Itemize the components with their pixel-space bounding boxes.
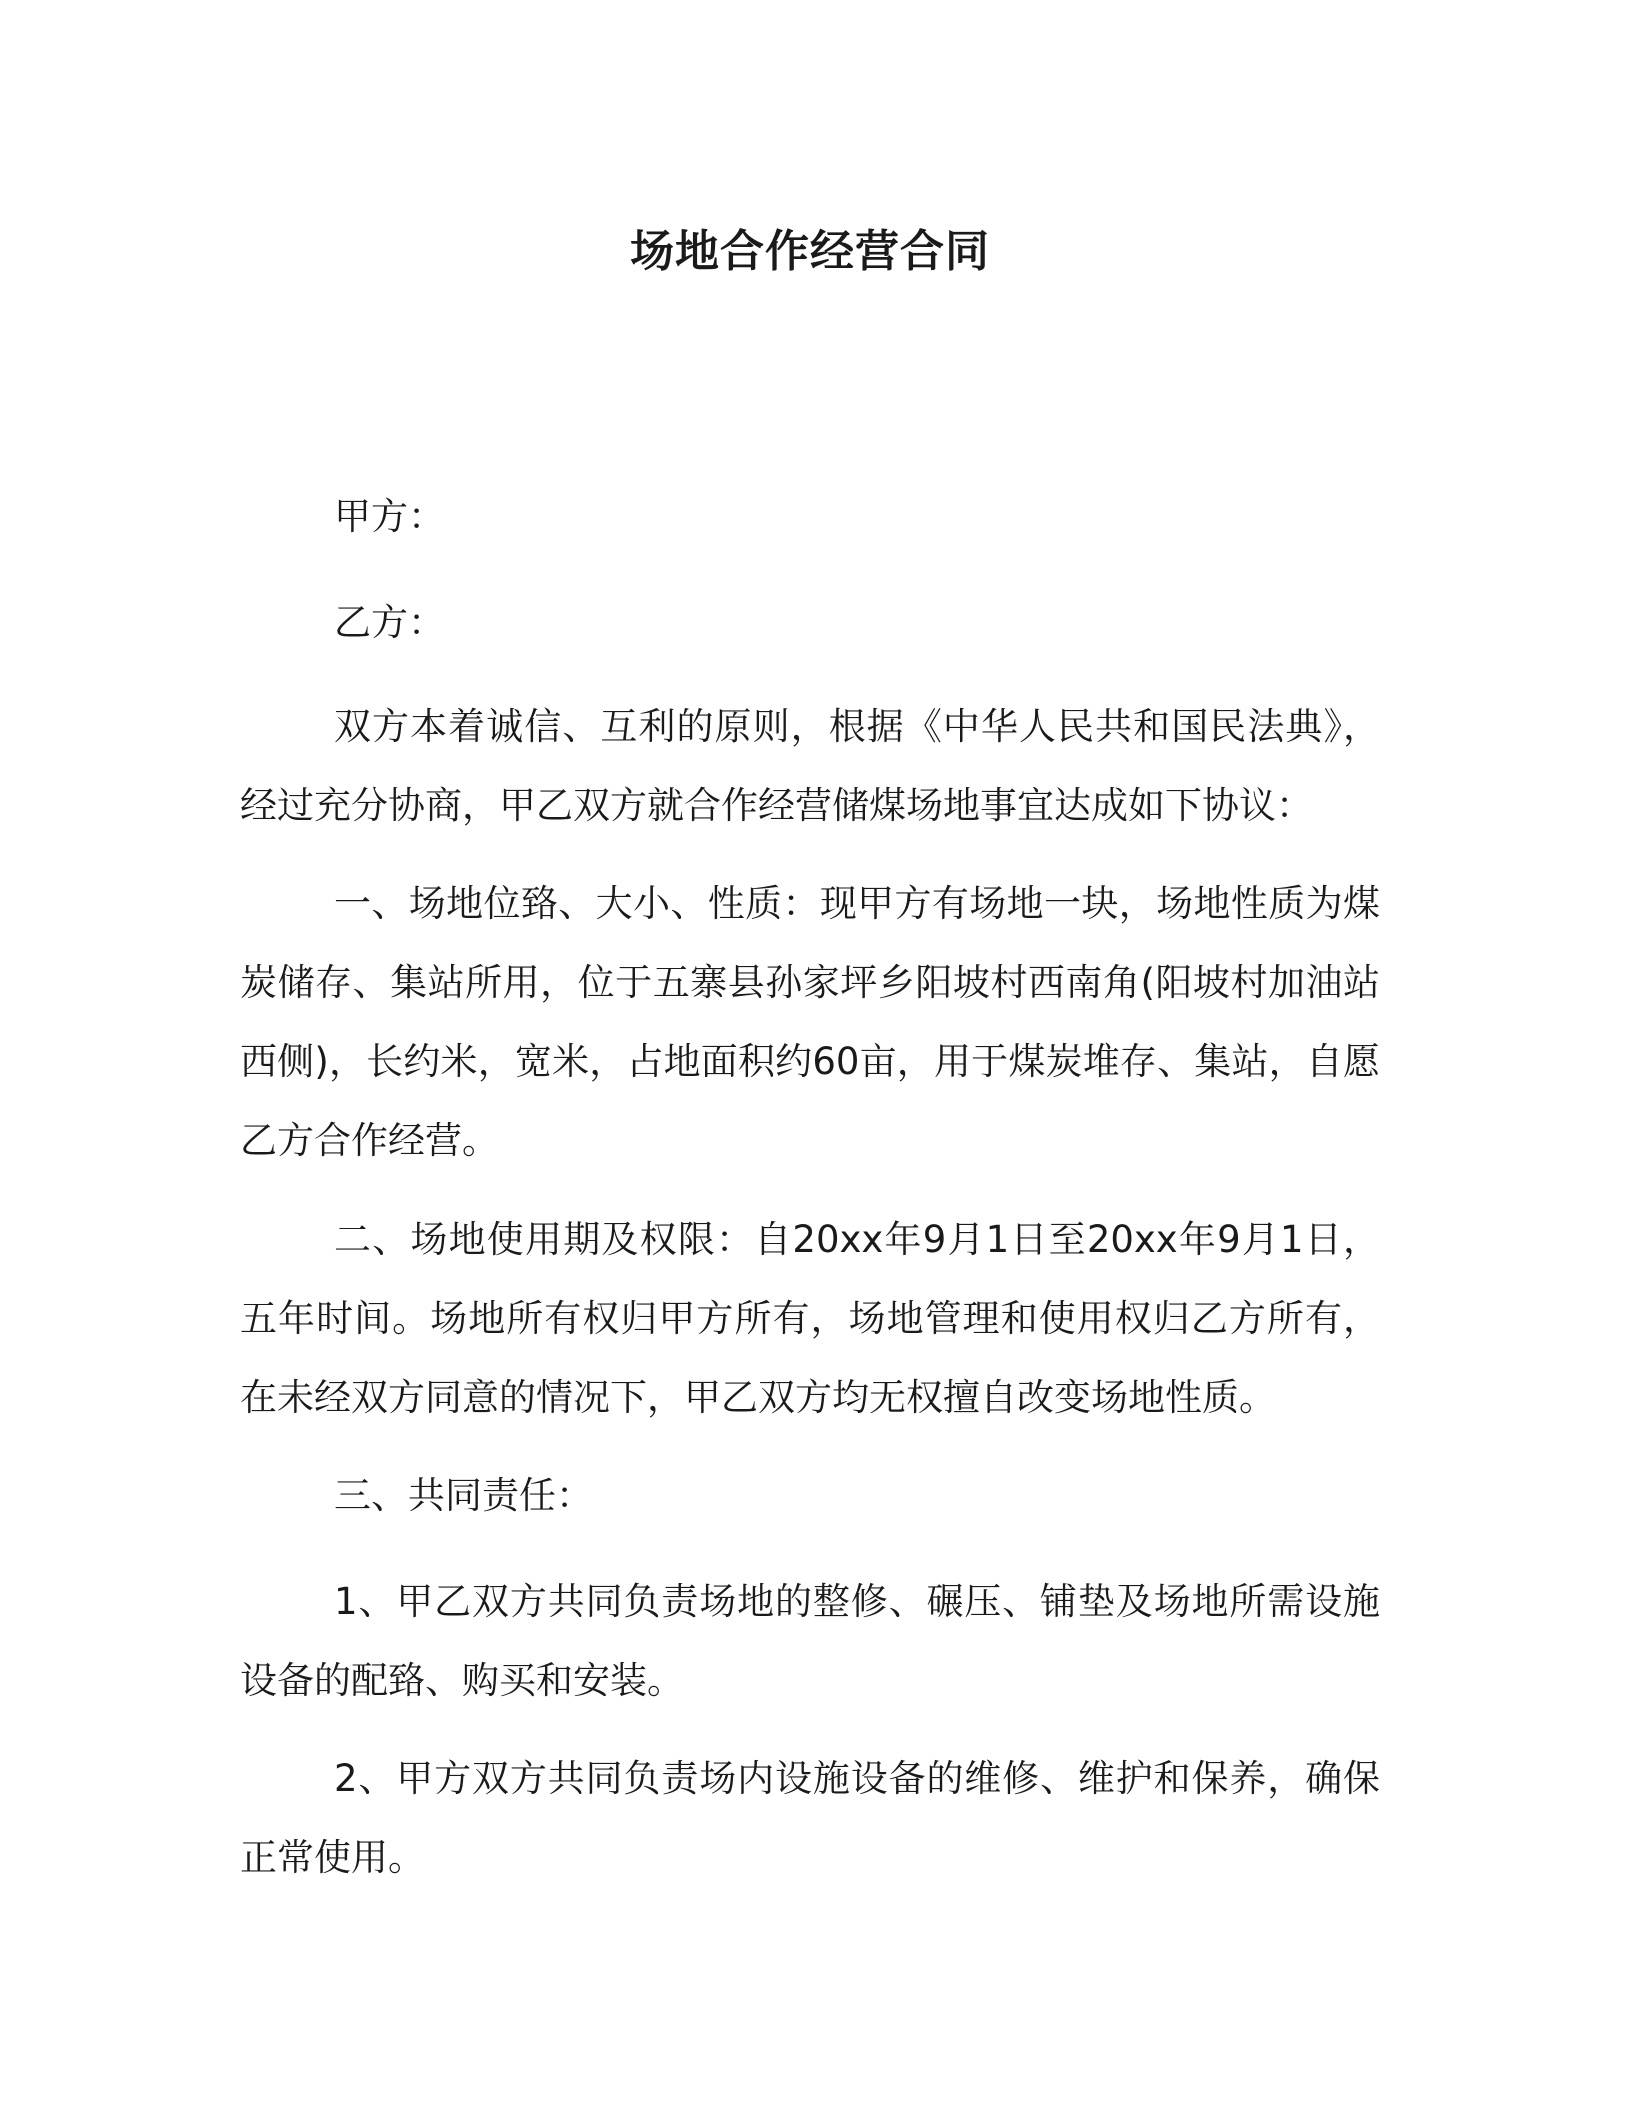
party-a-line: 甲方： (334, 495, 445, 538)
clause-3-heading: 三、共同责任： (334, 1474, 593, 1517)
party-b-line: 乙方： (334, 601, 445, 644)
clause-1-paragraph: 一、场地位臵、大小、性质：现甲方有场地一块，场地性质为煤炭储存、集站所用，位于五寨县孙家坪乡阳坡村西南角(阳坡村加油站西侧)，长约米，宽米，占地面积约60亩，用于煤炭堆存、集站，自愿乙方合作经营。 (240, 882, 1380, 1162)
document-page (240, 0, 1380, 2112)
clause-3-item-1: 1、甲乙双方共同负责场地的整修、碾压、铺垫及场地所需设施设备的配臵、购买和安装。 (240, 1580, 1380, 1702)
document-title: 场地合作经营合同 (630, 226, 990, 277)
preamble-paragraph: 双方本着诚信、互利的原则，根据《中华人民共和国民法典》，经过充分协商，甲乙双方就合作经营储煤场地事宜达成如下协议： (240, 705, 1380, 827)
clause-3-item-2: 2、甲方双方共同负责场内设施设备的维修、维护和保养，确保正常使用。 (240, 1757, 1380, 1879)
clause-2-paragraph: 二、场地使用期及权限：自20xx年9月1日至20xx年9月1日，五年时间。场地所有权归甲方所有，场地管理和使用权归乙方所有，在未经双方同意的情况下，甲乙双方均无权擅自改变场地性质。 (240, 1218, 1380, 1419)
